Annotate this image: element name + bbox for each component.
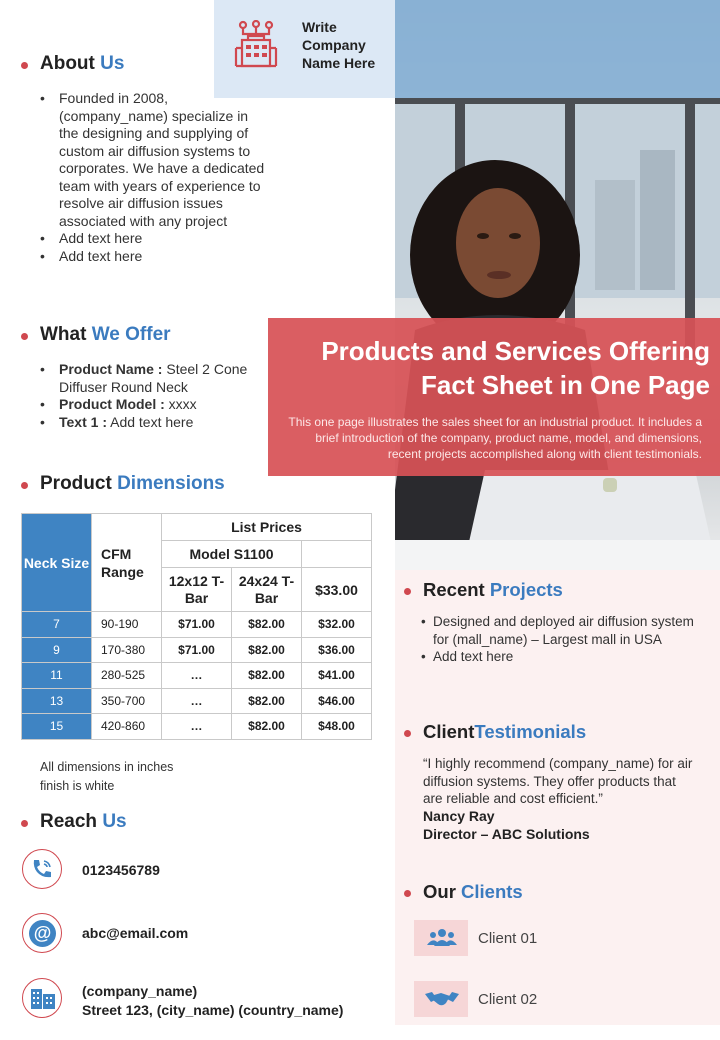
dimensions-title: Product Dimensions (40, 473, 225, 494)
title-banner (268, 318, 720, 476)
client-2-icon-box (414, 981, 468, 1017)
list-prices-header: List Prices (162, 514, 372, 541)
phone-number[interactable]: 0123456789 (82, 862, 160, 878)
clients-title: Our Clients (423, 881, 523, 902)
testimonials-title: ClientTestimonials (423, 721, 587, 742)
address-icon-circle (22, 978, 62, 1018)
col-12x12-header: 12x12 T-Bar (162, 568, 232, 612)
postal-address: (company_name) Street 123, (city_name) (country_name) (82, 983, 344, 1018)
list-item: • Add text here (40, 230, 270, 248)
phone-icon (30, 858, 54, 880)
projects-list (421, 613, 696, 666)
testimonial-quote: “I highly recommend (company_name) for air diffusion systems. They offer products that are reliable and cost efficient.” (423, 756, 693, 806)
list-item: • Product Model : xxxx (40, 396, 275, 414)
phone-icon-circle (22, 849, 62, 889)
section-dot (21, 333, 28, 340)
neck-size-header: Neck Size (22, 514, 92, 612)
banner-description: This one page illustrates the sales sheet for an industrial product. It includes a brief introduction of the company, product name, model, and dimensions, recent projects accomplished along with client testimonials. (288, 415, 702, 461)
model-header: Model S1100 (162, 541, 302, 568)
client-1-icon-box (414, 920, 468, 956)
table-row: 11 280-525 … $82.00 $41.00 (22, 663, 372, 689)
section-dot (21, 820, 28, 827)
office-building-icon (29, 986, 57, 1010)
company-name-line1: Write (302, 19, 337, 35)
offer-list (40, 361, 275, 431)
list-item: • Add text here (40, 248, 270, 266)
section-dot (21, 482, 28, 489)
email-icon-circle (22, 913, 62, 953)
offer-title: What We Offer (40, 324, 171, 345)
about-title: About Us (40, 53, 125, 74)
page-title: Products and Services Offering Fact Sheet in One Page (321, 336, 710, 400)
section-dot (21, 62, 28, 69)
email-address[interactable]: abc@email.com (82, 925, 189, 941)
company-name-line3: Name Here (302, 55, 376, 71)
handshake-icon (425, 990, 459, 1008)
list-item: • Designed and deployed air diffusion system for (mall_name) – Largest mall in USA (421, 613, 696, 648)
table-row: 9 170-380 $71.00 $82.00 $36.00 (22, 637, 372, 663)
at-sign-icon: @ (33, 923, 52, 943)
client-name: Client 01 (478, 930, 538, 947)
table-row: 7 90-190 $71.00 $82.00 $32.00 (22, 612, 372, 638)
about-list (40, 90, 270, 265)
group-icon (427, 928, 457, 948)
company-logo-box (214, 0, 395, 98)
list-item: • Founded in 2008, (company_name) specialize in the designing and supplying of custom air diffusion systems to corporates. We have a dedicated team with years of experience to resolve air diffusion issues associated with any project (40, 90, 270, 230)
projects-title: Recent Projects (423, 579, 563, 600)
col-price-header: $33.00 (302, 568, 372, 612)
company-name-line2: Company (302, 37, 366, 53)
empty-cell (302, 541, 372, 568)
list-item: • Add text here (421, 648, 696, 666)
section-dot (404, 730, 411, 737)
dimensions-table (21, 513, 372, 740)
list-item: • Text 1 : Add text here (40, 414, 275, 432)
section-dot (404, 890, 411, 897)
section-dot (404, 588, 411, 595)
table-row: 13 350-700 … $82.00 $46.00 (22, 688, 372, 714)
building-icon (234, 20, 278, 68)
list-item: • Product Name : Steel 2 Cone Diffuser Round Neck (40, 361, 275, 396)
dimensions-note: All dimensions in inches finish is white (40, 760, 174, 793)
col-24x24-header: 24x24 T-Bar (232, 568, 302, 612)
client-name: Client 02 (478, 991, 538, 1008)
testimonial-author: Nancy Ray Director – ABC Solutions (423, 808, 590, 842)
cfm-range-header: CFM Range (92, 514, 162, 612)
table-row: 15 420-860 … $82.00 $48.00 (22, 714, 372, 740)
reach-title: Reach Us (40, 811, 127, 832)
